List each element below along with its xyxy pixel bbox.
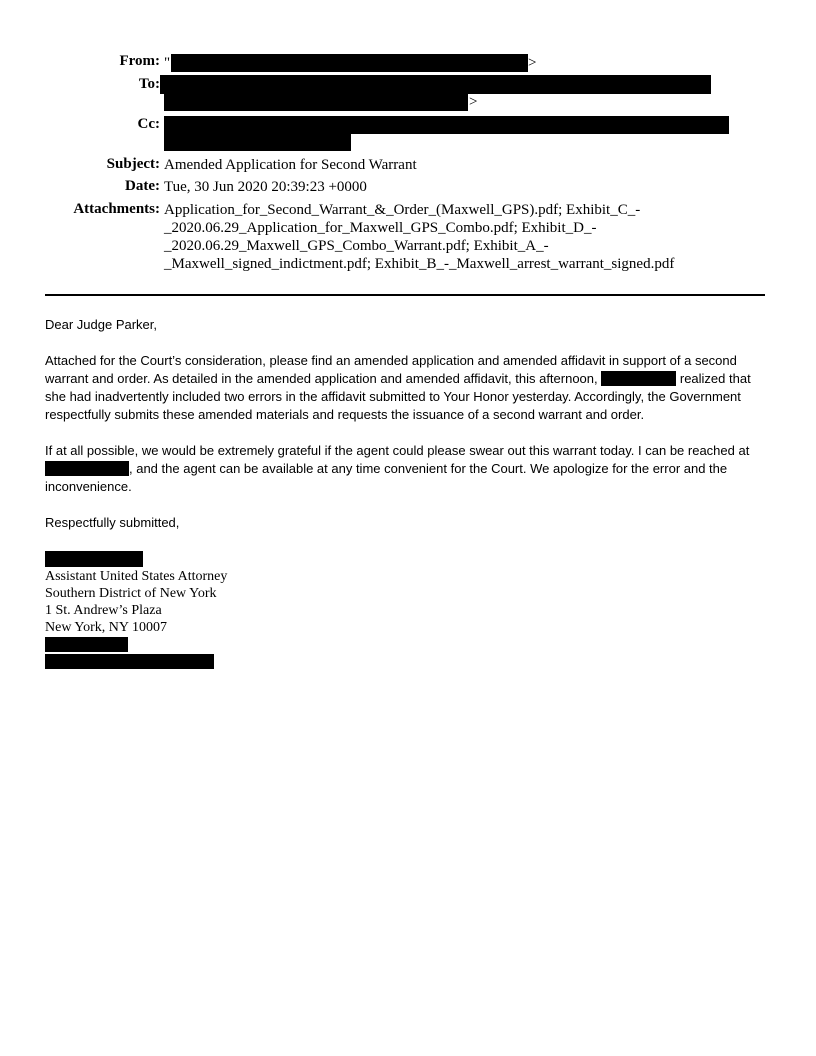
phone-redaction	[45, 461, 129, 476]
signer-address-line1: 1 St. Andrew’s Plaza	[45, 603, 162, 618]
to-redaction-line2	[164, 94, 468, 111]
paragraph-1-text-b: realized that she had inadvertently included two errors in the affidavit submitted to Your Honor yesterday. Accordingly, the Government respectfully submits these amended materials and requests the issuance of a second warrant and order.	[45, 371, 751, 422]
cc-label: Cc:	[137, 116, 160, 132]
to-suffix: >	[469, 94, 478, 110]
attachments-line[interactable]: Application_for_Second_Warrant_&_Order_(Maxwell_GPS).pdf; Exhibit_C_-	[164, 202, 641, 218]
date-value: Tue, 30 Jun 2020 20:39:23 +0000	[164, 179, 367, 195]
from-suffix: >	[528, 55, 537, 71]
signer-phone-redaction	[45, 637, 128, 652]
signer-name-redaction	[45, 551, 143, 567]
from-label: From:	[119, 53, 160, 69]
cc-redaction-line1	[164, 116, 729, 134]
cc-redaction-line2	[164, 134, 351, 151]
signer-address-line2: New York, NY 10007	[45, 620, 167, 635]
from-redaction	[171, 54, 528, 72]
from-prefix: "	[164, 55, 171, 71]
paragraph-1	[45, 352, 769, 424]
paragraph-2	[45, 442, 769, 496]
attachments-line[interactable]: _2020.06.29_Application_for_Maxwell_GPS_Combo.pdf; Exhibit_D_-	[164, 220, 597, 236]
to-redaction-line1	[160, 75, 711, 94]
paragraph-1-text-a: Attached for the Court’s consideration, please find an amended application and amended affidavit in support of a second warrant and order. As detailed in the amended application and amended affidavit, this afternoon,	[45, 353, 737, 386]
attachments-label: Attachments:	[73, 201, 160, 217]
closing: Respectfully submitted,	[45, 515, 180, 530]
date-label: Date:	[125, 178, 160, 194]
paragraph-2-text-a: If at all possible, we would be extremely grateful if the agent could please swear out this warrant today. I can be reached at	[45, 443, 750, 458]
subject-label: Subject:	[106, 156, 160, 172]
signer-office: Southern District of New York	[45, 586, 217, 601]
signer-title: Assistant United States Attorney	[45, 569, 228, 584]
agent-name-redaction	[601, 371, 676, 386]
salutation: Dear Judge Parker,	[45, 317, 158, 332]
to-label: To:	[138, 76, 160, 92]
header-divider	[45, 294, 765, 296]
attachments-line[interactable]: _2020.06.29_Maxwell_GPS_Combo_Warrant.pdf; Exhibit_A_-	[164, 238, 549, 254]
signer-email-redaction	[45, 654, 214, 669]
paragraph-2-text-b: , and the agent can be available at any time convenient for the Court. We apologize for the error and the inconvenience.	[45, 461, 728, 494]
subject-value: Amended Application for Second Warrant	[164, 157, 417, 173]
attachments-line[interactable]: _Maxwell_signed_indictment.pdf; Exhibit_B_-_Maxwell_arrest_warrant_signed.pdf	[164, 256, 675, 272]
